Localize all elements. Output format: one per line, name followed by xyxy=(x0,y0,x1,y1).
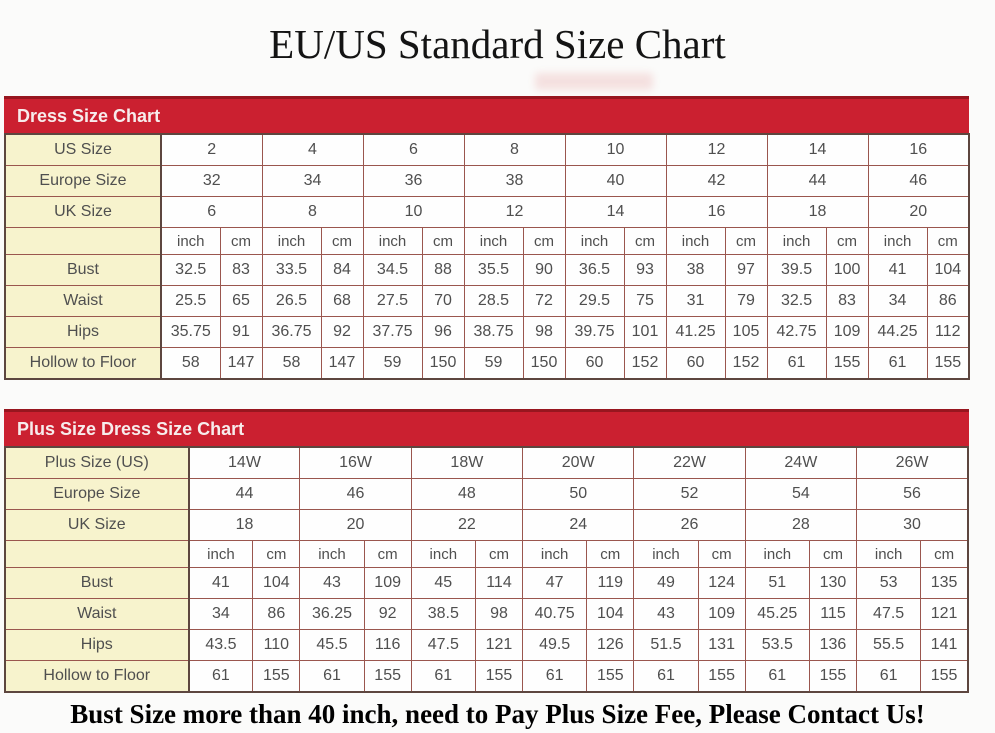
cm-value-cell: 155 xyxy=(253,661,300,693)
unit-header-cell: inch xyxy=(300,541,364,568)
inch-value-cell: 38.75 xyxy=(464,317,523,348)
table-row xyxy=(5,541,968,568)
size-value-cell: 48 xyxy=(411,479,522,510)
size-value-cell: 10 xyxy=(363,197,464,228)
inch-value-cell: 45.25 xyxy=(745,599,809,630)
row-label: Hips xyxy=(5,317,161,348)
cm-value-cell: 105 xyxy=(725,317,767,348)
row-label: Plus Size (US) xyxy=(5,447,189,479)
row-label: Hollow to Floor xyxy=(5,661,189,693)
unit-header-cell: inch xyxy=(262,228,321,255)
unit-header-cell: inch xyxy=(634,541,698,568)
unit-header-cell: inch xyxy=(411,541,475,568)
inch-value-cell: 41 xyxy=(868,255,927,286)
cm-value-cell: 124 xyxy=(698,568,745,599)
cm-value-cell: 136 xyxy=(809,630,856,661)
size-value-cell: 18 xyxy=(767,197,868,228)
cm-value-cell: 155 xyxy=(698,661,745,693)
inch-value-cell: 34 xyxy=(868,286,927,317)
inch-value-cell: 51 xyxy=(745,568,809,599)
row-label: Europe Size xyxy=(5,166,161,197)
inch-value-cell: 32.5 xyxy=(161,255,220,286)
table-row xyxy=(5,166,969,197)
cm-value-cell: 155 xyxy=(364,661,411,693)
cm-value-cell: 141 xyxy=(921,630,968,661)
cm-value-cell: 130 xyxy=(809,568,856,599)
size-value-cell: 46 xyxy=(868,166,969,197)
cm-value-cell: 155 xyxy=(809,661,856,693)
inch-value-cell: 61 xyxy=(411,661,475,693)
cm-value-cell: 109 xyxy=(364,568,411,599)
inch-value-cell: 41 xyxy=(189,568,253,599)
size-value-cell: 18W xyxy=(411,447,522,479)
cm-value-cell: 90 xyxy=(523,255,565,286)
faint-red-watermark xyxy=(535,73,653,90)
unit-header-cell: inch xyxy=(857,541,921,568)
cm-value-cell: 97 xyxy=(725,255,767,286)
dress-size-chart-section xyxy=(4,96,969,380)
size-value-cell: 8 xyxy=(262,197,363,228)
cm-value-cell: 112 xyxy=(927,317,969,348)
cm-value-cell: 86 xyxy=(253,599,300,630)
unit-header-cell: cm xyxy=(475,541,522,568)
inch-value-cell: 47.5 xyxy=(857,599,921,630)
size-value-cell: 20 xyxy=(868,197,969,228)
cm-value-cell: 101 xyxy=(624,317,666,348)
cm-value-cell: 147 xyxy=(220,348,262,380)
cm-value-cell: 91 xyxy=(220,317,262,348)
cm-value-cell: 104 xyxy=(587,599,634,630)
inch-value-cell: 34 xyxy=(189,599,253,630)
unit-header-cell: inch xyxy=(767,228,826,255)
table-row xyxy=(5,255,969,286)
inch-value-cell: 47.5 xyxy=(411,630,475,661)
table-row xyxy=(5,568,968,599)
unit-header-cell: inch xyxy=(363,228,422,255)
cm-value-cell: 150 xyxy=(523,348,565,380)
size-value-cell: 16W xyxy=(300,447,411,479)
cm-value-cell: 155 xyxy=(826,348,868,380)
unit-header-cell: cm xyxy=(698,541,745,568)
inch-value-cell: 61 xyxy=(745,661,809,693)
inch-value-cell: 38 xyxy=(666,255,725,286)
cm-value-cell: 126 xyxy=(587,630,634,661)
size-value-cell: 36 xyxy=(363,166,464,197)
cm-value-cell: 121 xyxy=(475,630,522,661)
unit-header-cell: inch xyxy=(189,541,253,568)
inch-value-cell: 43.5 xyxy=(189,630,253,661)
plus-size-table xyxy=(4,446,969,693)
inch-value-cell: 34.5 xyxy=(363,255,422,286)
inch-value-cell: 29.5 xyxy=(565,286,624,317)
cm-value-cell: 72 xyxy=(523,286,565,317)
inch-value-cell: 58 xyxy=(262,348,321,380)
table-row xyxy=(5,348,969,380)
size-value-cell: 42 xyxy=(666,166,767,197)
size-value-cell: 4 xyxy=(262,134,363,166)
cm-value-cell: 98 xyxy=(475,599,522,630)
inch-value-cell: 58 xyxy=(161,348,220,380)
unit-row-label xyxy=(5,541,189,568)
size-value-cell: 12 xyxy=(666,134,767,166)
size-value-cell: 20 xyxy=(300,510,411,541)
cm-value-cell: 104 xyxy=(927,255,969,286)
cm-value-cell: 70 xyxy=(422,286,464,317)
unit-header-cell: inch xyxy=(666,228,725,255)
cm-value-cell: 84 xyxy=(321,255,363,286)
table-row xyxy=(5,479,968,510)
cm-value-cell: 68 xyxy=(321,286,363,317)
inch-value-cell: 59 xyxy=(363,348,422,380)
cm-value-cell: 83 xyxy=(220,255,262,286)
cm-value-cell: 152 xyxy=(624,348,666,380)
inch-value-cell: 55.5 xyxy=(857,630,921,661)
inch-value-cell: 45.5 xyxy=(300,630,364,661)
inch-value-cell: 39.75 xyxy=(565,317,624,348)
cm-value-cell: 114 xyxy=(475,568,522,599)
row-label: Europe Size xyxy=(5,479,189,510)
inch-value-cell: 33.5 xyxy=(262,255,321,286)
cm-value-cell: 155 xyxy=(927,348,969,380)
cm-value-cell: 109 xyxy=(826,317,868,348)
inch-value-cell: 27.5 xyxy=(363,286,422,317)
inch-value-cell: 60 xyxy=(666,348,725,380)
inch-value-cell: 43 xyxy=(300,568,364,599)
cm-value-cell: 65 xyxy=(220,286,262,317)
inch-value-cell: 49 xyxy=(634,568,698,599)
unit-header-cell: cm xyxy=(725,228,767,255)
size-value-cell: 24W xyxy=(745,447,856,479)
cm-value-cell: 121 xyxy=(921,599,968,630)
cm-value-cell: 109 xyxy=(698,599,745,630)
inch-value-cell: 28.5 xyxy=(464,286,523,317)
table-title: Plus Size Dress Size Chart xyxy=(17,419,245,439)
unit-header-cell: inch xyxy=(868,228,927,255)
table-row xyxy=(5,134,969,166)
plus-size-chart-section xyxy=(4,409,969,693)
unit-header-cell: cm xyxy=(321,228,363,255)
table-title-bar xyxy=(4,409,969,446)
cm-value-cell: 100 xyxy=(826,255,868,286)
size-value-cell: 8 xyxy=(464,134,565,166)
unit-header-cell: cm xyxy=(826,228,868,255)
cm-value-cell: 110 xyxy=(253,630,300,661)
unit-header-cell: cm xyxy=(220,228,262,255)
cm-value-cell: 150 xyxy=(422,348,464,380)
row-label: Bust xyxy=(5,255,161,286)
cm-value-cell: 96 xyxy=(422,317,464,348)
table-title: Dress Size Chart xyxy=(17,106,161,126)
inch-value-cell: 61 xyxy=(523,661,587,693)
cm-value-cell: 83 xyxy=(826,286,868,317)
size-value-cell: 26W xyxy=(857,447,968,479)
table-row xyxy=(5,599,968,630)
inch-value-cell: 42.75 xyxy=(767,317,826,348)
cm-value-cell: 79 xyxy=(725,286,767,317)
inch-value-cell: 39.5 xyxy=(767,255,826,286)
size-value-cell: 56 xyxy=(857,479,968,510)
inch-value-cell: 60 xyxy=(565,348,624,380)
size-value-cell: 44 xyxy=(767,166,868,197)
inch-value-cell: 59 xyxy=(464,348,523,380)
cm-value-cell: 155 xyxy=(587,661,634,693)
inch-value-cell: 36.75 xyxy=(262,317,321,348)
table-row xyxy=(5,661,968,693)
unit-header-cell: cm xyxy=(921,541,968,568)
row-label: UK Size xyxy=(5,510,189,541)
cm-value-cell: 93 xyxy=(624,255,666,286)
unit-header-cell: cm xyxy=(927,228,969,255)
inch-value-cell: 51.5 xyxy=(634,630,698,661)
cm-value-cell: 155 xyxy=(921,661,968,693)
cm-value-cell: 86 xyxy=(927,286,969,317)
size-value-cell: 14W xyxy=(189,447,300,479)
cm-value-cell: 88 xyxy=(422,255,464,286)
row-label: Waist xyxy=(5,599,189,630)
unit-header-cell: inch xyxy=(523,541,587,568)
size-value-cell: 10 xyxy=(565,134,666,166)
cm-value-cell: 104 xyxy=(253,568,300,599)
unit-header-cell: inch xyxy=(565,228,624,255)
unit-row-label xyxy=(5,228,161,255)
unit-header-cell: inch xyxy=(161,228,220,255)
size-value-cell: 6 xyxy=(161,197,262,228)
cm-value-cell: 119 xyxy=(587,568,634,599)
size-value-cell: 18 xyxy=(189,510,300,541)
table-row xyxy=(5,630,968,661)
size-value-cell: 26 xyxy=(634,510,745,541)
size-value-cell: 40 xyxy=(565,166,666,197)
cm-value-cell: 92 xyxy=(321,317,363,348)
page-title: EU/US Standard Size Chart xyxy=(269,21,726,67)
inch-value-cell: 61 xyxy=(634,661,698,693)
inch-value-cell: 36.25 xyxy=(300,599,364,630)
size-value-cell: 16 xyxy=(868,134,969,166)
inch-value-cell: 40.75 xyxy=(523,599,587,630)
inch-value-cell: 38.5 xyxy=(411,599,475,630)
cm-value-cell: 135 xyxy=(921,568,968,599)
unit-header-cell: cm xyxy=(364,541,411,568)
cm-value-cell: 131 xyxy=(698,630,745,661)
table-title-bar xyxy=(4,96,969,133)
size-value-cell: 30 xyxy=(857,510,968,541)
inch-value-cell: 43 xyxy=(634,599,698,630)
dress-size-table xyxy=(4,133,970,380)
inch-value-cell: 25.5 xyxy=(161,286,220,317)
row-label: US Size xyxy=(5,134,161,166)
inch-value-cell: 36.5 xyxy=(565,255,624,286)
unit-header-cell: cm xyxy=(624,228,666,255)
inch-value-cell: 61 xyxy=(767,348,826,380)
inch-value-cell: 53 xyxy=(857,568,921,599)
unit-header-cell: cm xyxy=(809,541,856,568)
size-value-cell: 52 xyxy=(634,479,745,510)
row-label: Hips xyxy=(5,630,189,661)
size-value-cell: 14 xyxy=(565,197,666,228)
inch-value-cell: 61 xyxy=(300,661,364,693)
cm-value-cell: 155 xyxy=(475,661,522,693)
size-value-cell: 24 xyxy=(523,510,634,541)
inch-value-cell: 35.5 xyxy=(464,255,523,286)
inch-value-cell: 49.5 xyxy=(523,630,587,661)
table-row xyxy=(5,317,969,348)
row-label: Hollow to Floor xyxy=(5,348,161,380)
size-value-cell: 44 xyxy=(189,479,300,510)
inch-value-cell: 26.5 xyxy=(262,286,321,317)
inch-value-cell: 41.25 xyxy=(666,317,725,348)
table-row xyxy=(5,510,968,541)
inch-value-cell: 61 xyxy=(857,661,921,693)
inch-value-cell: 31 xyxy=(666,286,725,317)
cm-value-cell: 98 xyxy=(523,317,565,348)
unit-header-cell: inch xyxy=(464,228,523,255)
table-row xyxy=(5,286,969,317)
size-value-cell: 34 xyxy=(262,166,363,197)
size-value-cell: 22W xyxy=(634,447,745,479)
unit-header-cell: cm xyxy=(587,541,634,568)
cm-value-cell: 116 xyxy=(364,630,411,661)
unit-header-cell: cm xyxy=(422,228,464,255)
inch-value-cell: 32.5 xyxy=(767,286,826,317)
row-label: UK Size xyxy=(5,197,161,228)
size-value-cell: 50 xyxy=(523,479,634,510)
unit-header-cell: inch xyxy=(745,541,809,568)
size-value-cell: 16 xyxy=(666,197,767,228)
size-value-cell: 2 xyxy=(161,134,262,166)
size-value-cell: 28 xyxy=(745,510,856,541)
table-row xyxy=(5,197,969,228)
size-value-cell: 22 xyxy=(411,510,522,541)
size-value-cell: 20W xyxy=(523,447,634,479)
cm-value-cell: 75 xyxy=(624,286,666,317)
size-value-cell: 32 xyxy=(161,166,262,197)
size-value-cell: 54 xyxy=(745,479,856,510)
inch-value-cell: 47 xyxy=(523,568,587,599)
unit-header-cell: cm xyxy=(253,541,300,568)
inch-value-cell: 44.25 xyxy=(868,317,927,348)
cm-value-cell: 152 xyxy=(725,348,767,380)
table-row xyxy=(5,447,968,479)
cm-value-cell: 92 xyxy=(364,599,411,630)
inch-value-cell: 37.75 xyxy=(363,317,422,348)
cm-value-cell: 147 xyxy=(321,348,363,380)
table-row xyxy=(5,228,969,255)
size-value-cell: 38 xyxy=(464,166,565,197)
inch-value-cell: 61 xyxy=(868,348,927,380)
size-value-cell: 6 xyxy=(363,134,464,166)
inch-value-cell: 61 xyxy=(189,661,253,693)
inch-value-cell: 53.5 xyxy=(745,630,809,661)
inch-value-cell: 45 xyxy=(411,568,475,599)
footer-note: Bust Size more than 40 inch, need to Pay Plus Size Fee, Please Contact Us! xyxy=(70,699,925,729)
unit-header-cell: cm xyxy=(523,228,565,255)
cm-value-cell: 115 xyxy=(809,599,856,630)
row-label: Waist xyxy=(5,286,161,317)
inch-value-cell: 35.75 xyxy=(161,317,220,348)
size-value-cell: 46 xyxy=(300,479,411,510)
size-value-cell: 14 xyxy=(767,134,868,166)
size-value-cell: 12 xyxy=(464,197,565,228)
row-label: Bust xyxy=(5,568,189,599)
